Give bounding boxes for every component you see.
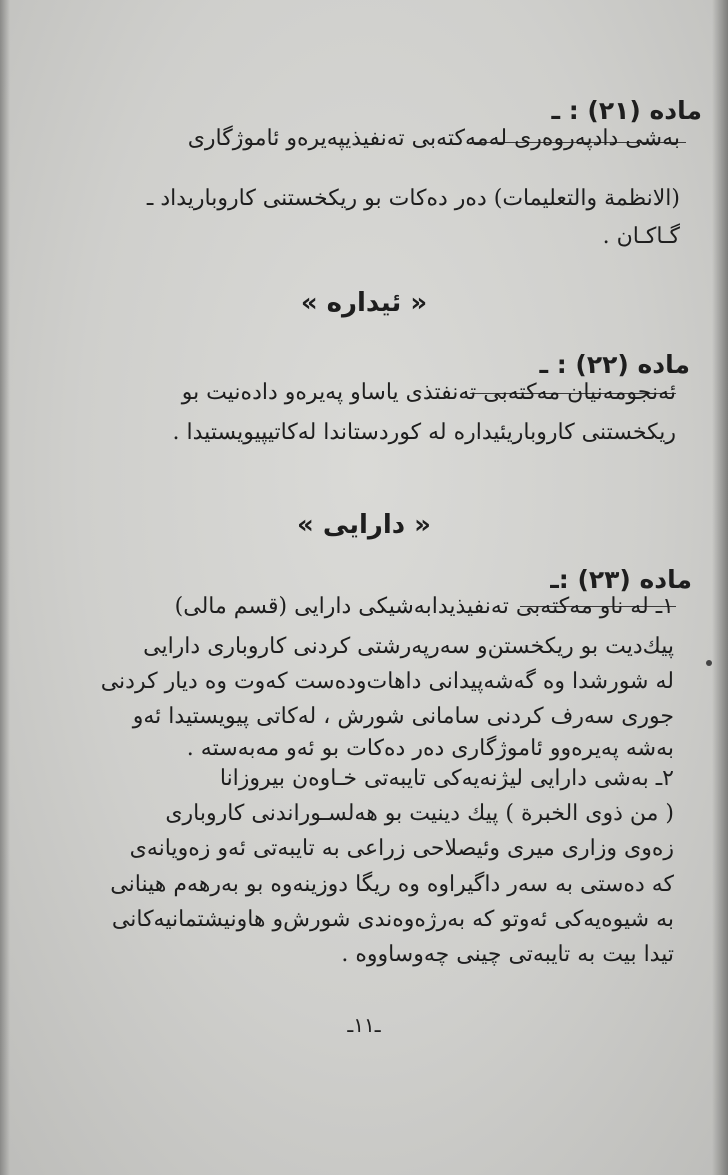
article-23-body [80,592,674,1012]
section-title-finance: « دارایی » [297,510,431,540]
print-speck [706,660,712,666]
article-23-line-4: جوری سەرف کردنی سامانی شورش ، لەکاتی پیویستیدا ئەو [132,704,674,729]
section-title-administration: « ئیدارە » [300,288,428,318]
article-22-line-2: ریکخستنی کاروباریئیدارە لە کوردستاندا لەکاتیپیویستیدا . [172,420,676,445]
article-23-line-6: ٢ـ بەشی دارایی لیژنەیەکی تایبەتی خـاوەن بیروزانا [219,766,674,791]
article-22-body [88,374,676,464]
article-21-line-3: گـاکـان . [602,224,680,249]
page-edge-shadow-left [0,0,10,1175]
article-21-body [60,124,680,264]
article-23-line-11: تیدا بیت بە تایبەتی چینی چەوساووە . [341,942,674,967]
article-21-heading: ماده (٢١) : ـ [551,96,702,125]
article-22-heading: ماده (٢٢) : ـ [539,350,690,379]
article-23-line-3: لە شورشدا وە گەشەپیدانی داهات‌ودەست کەوت وە دیار کردنی [100,669,674,694]
article-22-line-1: ئەنجومەنیان مەکتەبی تەنفتذی یاساو پەیرەو دادەنیت بو [181,380,676,405]
article-21-line-2: (الانظمة والتعلیمات) دەر دەکات بو ریکخستنی کاروباریداد ـ [146,186,680,211]
article-23-line-7: ( من ذوی الخبرة ) پیك دینیت بو هەلسـوراندنی کاروباری [165,801,674,826]
article-23-line-1: ١ـ لە ناو مەکتەبی تەنفیذیدابەشیکی دارایی (قسم مالی) [174,594,674,619]
article-23-line-10: بە شیوەیەکی ئەوتو کە بەرژەوەندی شورش‌و هاونیشتمانیەکانی [111,907,674,932]
article-23-line-9: کە دەستی بە سەر داگیراوە وە ریگا دوزینەوە بو بەرهەم هینانی [110,872,674,897]
article-23-heading: ماده (٢٣) :ـ [550,565,692,594]
page-number: ـ١١ـ [347,1013,381,1037]
article-23-line-5: بەشە پەیرەوو ئاموژگاری دەر دەکات بو ئەو مەبەستە . [186,736,674,761]
article-23-line-2: پیك‌دیت بو ریکخستن‌و سەرپەرشتی کردنی کاروباری دارایی [143,634,674,659]
article-23-line-8: زەوی وزاری میری وئیصلاحی زراعی بە تایبەتی ئەو زەویانەی [129,836,674,861]
article-21-line-1: بەشی دادپەروەری لەمەکتەبی تەنفیذیپەیرەو ئاموژگاری [187,126,680,151]
page-edge-shadow-right [712,0,728,1175]
